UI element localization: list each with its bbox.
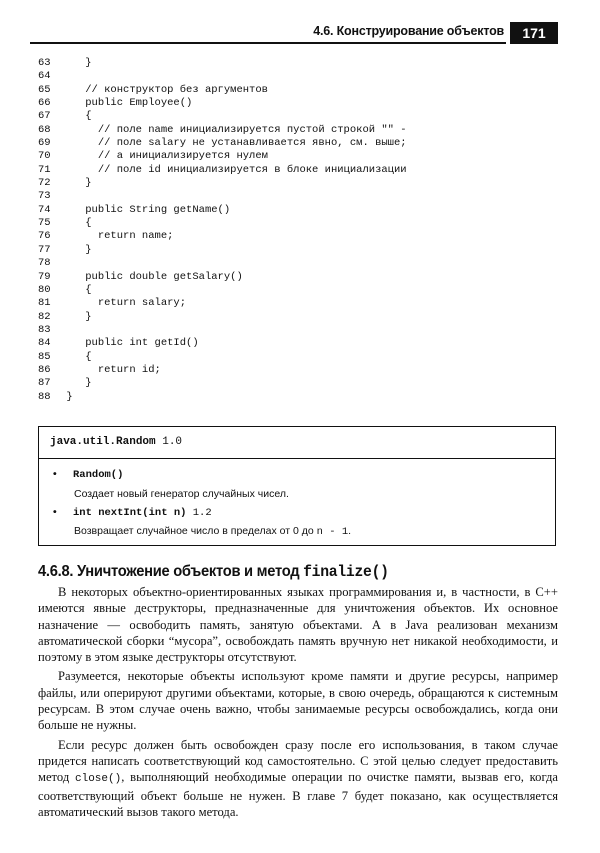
line-number: 63 — [38, 57, 51, 69]
code-text: } — [85, 310, 92, 323]
code-line — [38, 84, 558, 97]
line-number: 70 — [38, 150, 51, 163]
line-number: 71 — [38, 163, 51, 176]
code-text: // поле name инициализируется пустой строкой "" - — [85, 123, 407, 136]
api-note-header — [39, 427, 555, 459]
code-text: } — [85, 243, 92, 256]
code-line — [38, 391, 558, 404]
code-line — [38, 124, 558, 137]
code-line — [38, 351, 558, 364]
code-line — [38, 230, 558, 243]
code-line — [38, 177, 558, 190]
line-number: 79 — [38, 270, 51, 283]
code-text: return name; — [85, 230, 174, 243]
page-header — [0, 22, 600, 44]
line-number: 76 — [38, 230, 51, 243]
code-text: { — [85, 350, 92, 363]
paragraph: В некоторых объектно-ориентированных языках программирования и, в частности, в C++ имеются явные деструкторы, предназначенные для уничтожения объектов. Их основное назначение — освободить память, занятую объектами. А в Java реализован механизм автоматической сборки “мусора”, освобождать память вручную нет никакой необходимости, и поэтому в этом языке деструкторы отсутствуют. — [38, 585, 558, 665]
api-method-version: 1.2 — [192, 507, 212, 519]
line-number: 77 — [38, 243, 51, 256]
line-number: 66 — [38, 97, 51, 110]
code-line — [38, 110, 558, 123]
code-line — [38, 297, 558, 310]
code-text: { — [85, 283, 92, 296]
code-text: } — [66, 390, 73, 403]
code-line — [38, 204, 558, 217]
code-text: // поле id инициализируется в блоке инициализации — [85, 163, 407, 176]
code-text: { — [85, 110, 92, 123]
code-text: } — [85, 177, 92, 190]
line-number: 86 — [38, 363, 51, 376]
code-line — [38, 190, 558, 203]
code-text: public double getSalary() — [85, 270, 243, 283]
line-number: 82 — [38, 310, 51, 323]
api-method-signature: Random() — [73, 469, 124, 481]
api-note-box — [38, 426, 556, 546]
line-number: 83 — [38, 323, 51, 336]
line-number: 74 — [38, 203, 51, 216]
code-line — [38, 311, 558, 324]
code-line — [38, 324, 558, 337]
line-number: 88 — [38, 390, 51, 403]
code-line — [38, 70, 558, 83]
line-number: 78 — [38, 257, 51, 270]
api-class-name: java.util.Random — [50, 436, 156, 448]
body-text — [38, 584, 558, 823]
api-class-version: 1.0 — [162, 436, 183, 448]
bullet-icon: • — [53, 468, 57, 480]
code-line — [38, 137, 558, 150]
line-number: 69 — [38, 137, 51, 150]
code-line — [38, 164, 558, 177]
code-text: { — [85, 217, 92, 230]
code-text: } — [85, 57, 92, 69]
api-method-signature: int nextInt(int n) — [73, 507, 187, 519]
code-line — [38, 150, 558, 163]
line-number: 81 — [38, 297, 51, 310]
code-line — [38, 271, 558, 284]
code-text: return salary; — [85, 297, 187, 310]
line-number: 87 — [38, 377, 51, 390]
line-number: 72 — [38, 177, 51, 190]
code-text: } — [85, 377, 92, 390]
line-number: 68 — [38, 123, 51, 136]
code-text: // а инициализируется нулем — [85, 150, 268, 163]
line-number: 80 — [38, 283, 51, 296]
bullet-icon: • — [53, 506, 57, 518]
line-number: 85 — [38, 350, 51, 363]
code-text: public String getName() — [85, 203, 231, 216]
code-line — [38, 257, 558, 270]
code-line — [38, 57, 558, 70]
line-number: 75 — [38, 217, 51, 230]
section-heading: 4.6.8. Уничтожение объектов и метод finalize() — [38, 563, 389, 581]
code-listing — [38, 57, 558, 404]
line-number: 65 — [38, 83, 51, 96]
api-method-description: Возвращает случайное число в пределах от 0 до n - 1. — [74, 525, 352, 538]
code-text: public Employee() — [85, 97, 193, 110]
running-section-title: 4.6. Конструирование объектов — [313, 24, 504, 38]
api-method-nextint — [53, 506, 212, 519]
api-method-random — [53, 468, 123, 481]
line-number: 64 — [38, 70, 51, 83]
paragraph: Если ресурс должен быть освобожден сразу после его использования, в таком случае придется написать соответствующий код самостоятельно. С этой целью следует предоставить метод close(), выполняющий необходимые операции по очистке памяти, вызвав его, когда соответствующий объект больше не нужен. В главе 7 будет показано, как осуществляется автоматический вызов такого метода. — [38, 737, 558, 819]
code-line — [38, 364, 558, 377]
code-text: // конструктор без аргументов — [85, 83, 268, 96]
code-line — [38, 377, 558, 390]
code-text: // поле salary не устанавливается явно, см. выше; — [85, 137, 407, 150]
line-number: 84 — [38, 337, 51, 350]
code-line — [38, 284, 558, 297]
header-rule — [30, 42, 506, 44]
api-method-description: Создает новый генератор случайных чисел. — [74, 488, 289, 500]
line-number: 67 — [38, 110, 51, 123]
code-line — [38, 337, 558, 350]
code-text: public int getId() — [85, 337, 199, 350]
code-line — [38, 97, 558, 110]
code-line — [38, 244, 558, 257]
code-text: return id; — [85, 363, 161, 376]
code-line — [38, 217, 558, 230]
paragraph: Разумеется, некоторые объекты используют кроме памяти и другие ресурсы, например файлы, или оперируют другими объектами, которые, в свою очередь, обращаются к системным ресурсам. В этом случае очень важно, чтобы занимаемые ресурсы освобождались, когда они больше не нужны. — [38, 669, 558, 733]
page-number: 171 — [510, 22, 558, 44]
line-number: 73 — [38, 190, 51, 203]
